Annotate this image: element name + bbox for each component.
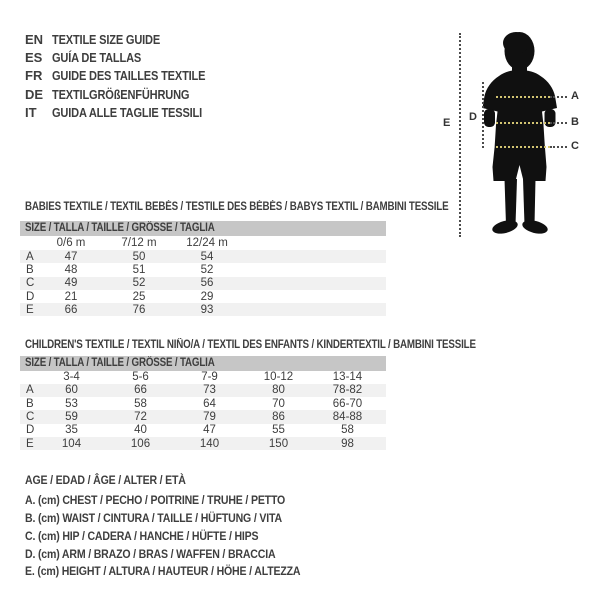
language-list	[25, 30, 232, 122]
cell: 47	[203, 424, 216, 437]
cell: 60	[65, 384, 78, 397]
cell: 59	[65, 410, 78, 423]
table-row	[20, 397, 386, 410]
hip-measure-line	[496, 146, 567, 148]
cell: 80	[272, 384, 285, 397]
column-header: 5-6	[132, 371, 149, 384]
hip-dots-leader	[550, 146, 567, 148]
cell: 73	[203, 384, 216, 397]
arm-measure-line	[482, 82, 484, 148]
table-row	[20, 290, 386, 303]
column-header: 3-4	[63, 371, 80, 384]
column-header: 10-12	[263, 371, 294, 384]
language-row	[25, 30, 232, 48]
legend-item-chest: A. (cm) CHEST / PECHO / POITRINE / TRUHE / PETTO	[25, 493, 286, 508]
cell: 64	[203, 397, 216, 410]
chest-measure-line	[496, 96, 567, 98]
column-header: 7-9	[201, 371, 218, 384]
table-row	[20, 424, 386, 437]
cell: 66	[134, 384, 147, 397]
row-label: E	[26, 303, 34, 316]
babies-section-title: BABIES TEXTILE / TEXTIL BEBÉS / TESTILE DES BÉBÉS / BABYS TEXTIL / BAMBINI TESSILE	[25, 201, 449, 213]
measurement-legend	[25, 471, 338, 580]
language-row	[25, 85, 232, 103]
cell: 150	[268, 437, 289, 450]
cell: 78-82	[332, 384, 363, 397]
legend-item-height: E. (cm) HEIGHT / ALTURA / HAUTEUR / HÖHE / ALTEZZA	[25, 564, 301, 579]
cell: 140	[199, 437, 220, 450]
cell: 40	[134, 424, 147, 437]
cell: 56	[200, 277, 214, 290]
cell: 54	[200, 250, 214, 263]
language-code: FR	[25, 68, 43, 84]
cell: 52	[200, 263, 214, 276]
cell: 70	[272, 397, 285, 410]
cell: 49	[64, 277, 78, 290]
row-label: A	[26, 384, 34, 397]
cell: 84-88	[332, 410, 363, 423]
table-row	[20, 437, 386, 450]
waist-dots-leader	[550, 122, 567, 124]
table-row	[20, 263, 386, 276]
language-label: TEXTILGRÖßENFÜHRUNG	[52, 86, 190, 102]
label-chest: A	[571, 90, 579, 102]
children-size-bar: SIZE / TALLA / TAILLE / GRÖSSE / TAGLIA	[20, 356, 386, 371]
language-label: GUÍA DE TALLAS	[52, 50, 142, 66]
table-row	[20, 303, 386, 316]
babies-size-table	[20, 236, 386, 316]
chest-dots-leader	[550, 96, 567, 98]
table-header-row	[20, 371, 386, 384]
cell: 47	[64, 250, 78, 263]
row-label: D	[26, 424, 35, 437]
table-header-row	[20, 236, 386, 250]
table-row	[20, 250, 386, 263]
row-label: B	[26, 397, 34, 410]
cell: 93	[200, 303, 214, 316]
cell: 106	[130, 437, 151, 450]
cell: 52	[132, 277, 146, 290]
waist-measure-line	[496, 122, 567, 124]
table-row	[20, 384, 386, 397]
babies-size-bar: SIZE / TALLA / TAILLE / GRÖSSE / TAGLIA	[20, 221, 386, 236]
row-label: E	[26, 437, 34, 450]
cell: 51	[132, 263, 146, 276]
cell: 25	[132, 290, 146, 303]
table-row	[20, 277, 386, 290]
table-row	[20, 410, 386, 423]
legend-item-arm: D. (cm) ARM / BRAZO / BRAS / WAFFEN / BRACCIA	[25, 546, 276, 561]
waist-dots-on-body	[496, 122, 550, 124]
cell: 21	[64, 290, 78, 303]
cell: 58	[341, 424, 354, 437]
cell: 55	[272, 424, 285, 437]
cell: 48	[64, 263, 78, 276]
column-header: 13-14	[332, 371, 363, 384]
children-size-table	[20, 371, 386, 450]
label-waist: B	[571, 116, 579, 128]
cell: 104	[61, 437, 82, 450]
cell: 53	[65, 397, 78, 410]
cell: 35	[65, 424, 78, 437]
cell: 66-70	[332, 397, 363, 410]
hip-dots-on-body	[496, 146, 550, 148]
row-label: C	[26, 410, 35, 423]
cell: 79	[203, 410, 216, 423]
language-code: EN	[25, 31, 44, 47]
language-code: IT	[25, 105, 37, 121]
cell: 50	[132, 250, 146, 263]
language-label: TEXTILE SIZE GUIDE	[52, 31, 161, 47]
language-label: GUIDE DES TAILLES TEXTILE	[52, 68, 206, 84]
label-arm: D	[469, 111, 477, 123]
cell: 29	[200, 290, 214, 303]
language-row	[25, 104, 232, 122]
language-row	[25, 67, 232, 85]
legend-item-hip: C. (cm) HIP / CADERA / HANCHE / HÜFTE / HIPS	[25, 528, 259, 543]
column-header: 7/12 m	[121, 237, 157, 249]
column-header: 0/6 m	[56, 237, 86, 249]
row-label: D	[26, 290, 35, 303]
column-header: 12/24 m	[186, 237, 228, 249]
row-label: C	[26, 277, 35, 290]
chest-dots-on-body	[496, 96, 550, 98]
cell: 98	[341, 437, 354, 450]
row-label: A	[26, 250, 34, 263]
label-height: E	[443, 117, 451, 129]
children-section-title: CHILDREN'S TEXTILE / TEXTIL NIÑO/A / TEXTIL DES ENFANTS / KINDERTEXTIL / BAMBINI TESSILE	[25, 339, 476, 351]
label-hip: C	[571, 140, 579, 152]
legend-item-waist: B. (cm) WAIST / CINTURA / TAILLE / HÜFTUNG / VITA	[25, 510, 282, 525]
language-label: GUIDA ALLE TAGLIE TESSILI	[52, 105, 203, 121]
cell: 58	[134, 397, 147, 410]
legend-age-line: AGE / EDAD / ÂGE / ALTER / ETÀ	[25, 472, 186, 487]
language-code: ES	[25, 50, 43, 66]
language-code: DE	[25, 86, 44, 102]
cell: 76	[132, 303, 146, 316]
language-row	[25, 48, 232, 66]
cell: 72	[134, 410, 147, 423]
cell: 86	[272, 410, 285, 423]
row-label: B	[26, 263, 34, 276]
cell: 66	[64, 303, 78, 316]
